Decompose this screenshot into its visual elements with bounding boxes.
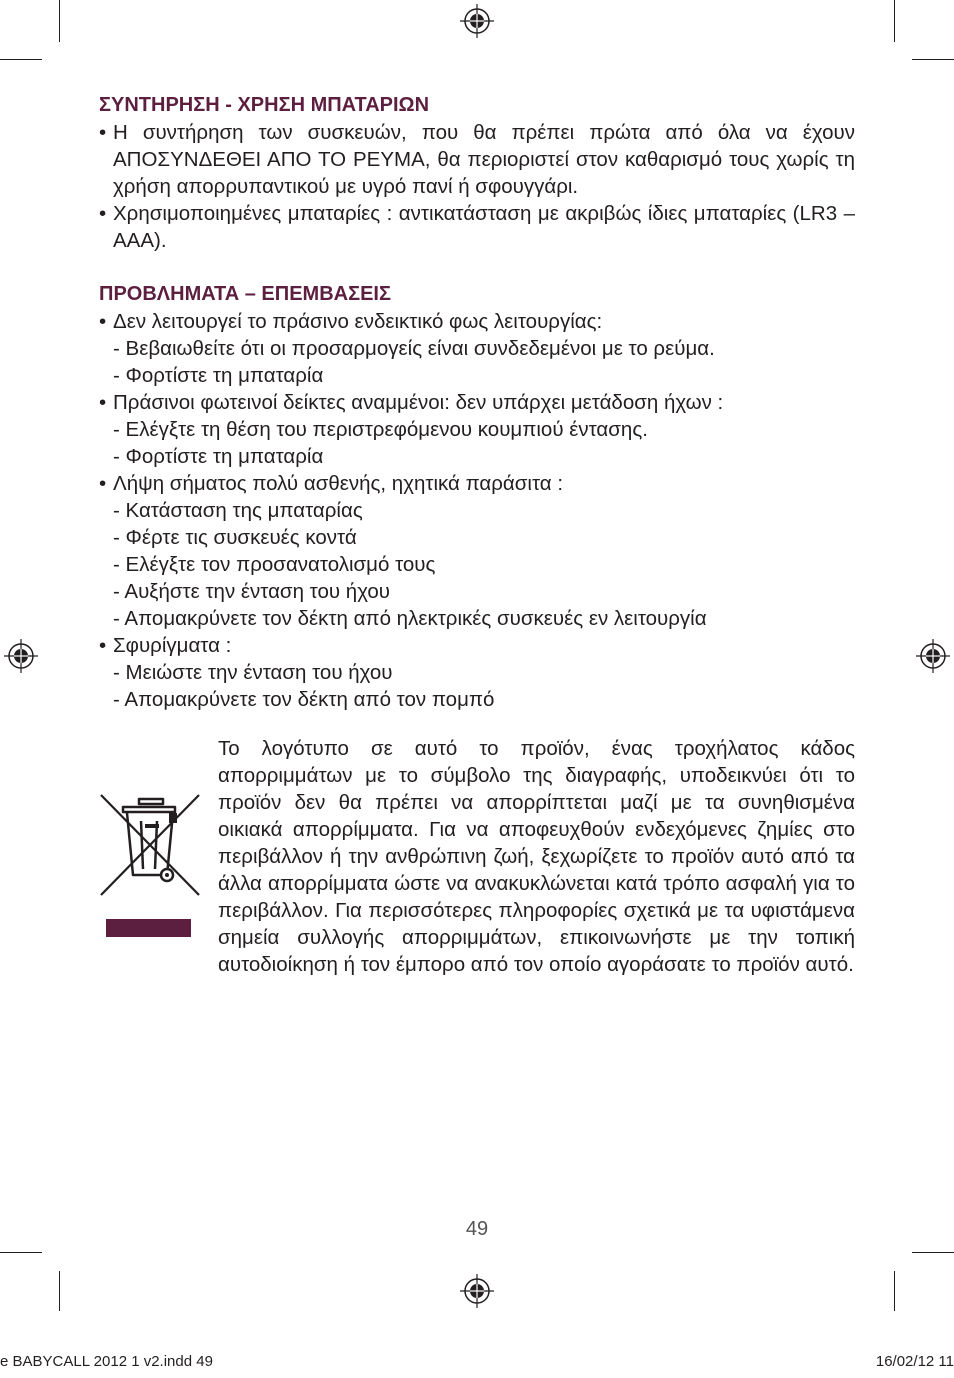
problem-item bbox=[99, 632, 855, 659]
registration-mark-icon bbox=[460, 1274, 494, 1308]
registration-mark-icon bbox=[460, 4, 494, 38]
section-title-troubleshooting: ΠΡΟΒΛΗΜΑΤΑ – ΕΠΕΜΒΑΣΕΙΣ bbox=[99, 283, 391, 305]
maintenance-item-text: Χρησιμοποιημένες μπαταρίες : αντικατάσταση με ακριβώς ίδιες μπαταρίες (LR3 – AAA). bbox=[113, 202, 855, 252]
crossed-wheelie-bin-icon bbox=[99, 791, 203, 899]
section-title-maintenance: ΣΥΝΤΗΡΗΣΗ - ΧΡΗΣΗ ΜΠΑΤΑΡΙΩΝ bbox=[99, 94, 430, 116]
problem-group bbox=[99, 308, 855, 389]
solution-item: - Κατάσταση της μπαταρίας bbox=[113, 499, 363, 522]
maintenance-item bbox=[99, 200, 855, 254]
bullet: • bbox=[99, 634, 107, 657]
registration-mark-icon bbox=[916, 639, 950, 673]
slug-file-info: e BABYCALL 2012 1 v2.indd 49 bbox=[0, 1353, 213, 1370]
weee-notice bbox=[99, 735, 855, 978]
solution-item: - Αυξήστε την ένταση του ήχου bbox=[113, 580, 391, 603]
bullet: • bbox=[99, 121, 107, 144]
problem-group bbox=[99, 389, 855, 470]
slug-date-info: 16/02/12 11 bbox=[875, 1353, 954, 1370]
crop-mark bbox=[59, 0, 60, 42]
crop-mark bbox=[912, 1252, 954, 1253]
problem-group bbox=[99, 632, 855, 713]
problem-item bbox=[99, 470, 855, 497]
bullet: • bbox=[99, 391, 107, 414]
maintenance-item-text: Η συντήρηση των συσκευών, που θα πρέπει πρώτα από όλα να έχουν ΑΠΟΣΥΝΔΕΘΕΙ ΑΠΟ ΤΟ ΡΕΥΜΑ, θα περιοριστεί στον καθαρισμό τους χωρίς τη χρήση απορρυπαντικού με υγρό πανί ή σφουγγάρι. bbox=[113, 121, 855, 198]
solution-item: - Απομακρύνετε τον δέκτη από τον πομπό bbox=[113, 688, 495, 711]
weee-bar bbox=[106, 919, 191, 937]
problem-text: Πράσινοι φωτεινοί δείκτες αναμμένοι: δεν υπάρχει μετάδοση ήχων : bbox=[113, 391, 724, 414]
solution-item: - Φορτίστε τη μπαταρία bbox=[113, 445, 324, 468]
bullet: • bbox=[99, 472, 107, 495]
crop-mark bbox=[912, 59, 954, 60]
solution-item: - Μειώστε την ένταση του ήχου bbox=[113, 661, 393, 684]
solution-item: - Ελέγξτε τον προσανατολισμό τους bbox=[113, 553, 436, 576]
problem-group bbox=[99, 470, 855, 632]
bullet: • bbox=[99, 202, 107, 225]
solution-item: - Ελέγξτε τη θέση του περιστρεφόμενου κουμπιού έντασης. bbox=[113, 418, 648, 441]
solution-item: - Βεβαιωθείτε ότι οι προσαρμογείς είναι συνδεδεμένοι με το ρεύμα. bbox=[113, 337, 715, 360]
problem-item bbox=[99, 389, 855, 416]
crop-mark bbox=[0, 1252, 42, 1253]
bullet: • bbox=[99, 310, 107, 333]
maintenance-item bbox=[99, 119, 855, 200]
registration-mark-icon bbox=[4, 639, 38, 673]
crop-mark bbox=[59, 1271, 60, 1311]
page-content bbox=[99, 92, 855, 999]
problem-text: Λήψη σήματος πολύ ασθενής, ηχητικά παράσιτα : bbox=[113, 472, 564, 495]
solution-item: - Φέρτε τις συσκευές κοντά bbox=[113, 526, 357, 549]
solution-item: - Φορτίστε τη μπαταρία bbox=[113, 364, 324, 387]
weee-notice-text: Το λογότυπο σε αυτό το προϊόν, ένας τροχήλατος κάδος απορριμμάτων με το σύμβολο της διαγραφής, υποδεικνύει ότι το προϊόν δεν θα πρέπει να απορρίπτεται μαζί με τα συνηθισμένα οικιακά απορρίμματα. Για να αποφευχθούν ενδεχόμενες ζημίες στο περιβάλλον ή την ανθρώπινη ζωή, ξεχωρίζετε το προϊόν αυτό από τα άλλα απορρίμματα ώστε να ανακυκλώνεται κατά τρόπο ασφαλή για το περιβάλλον. Για περισσότερες πληροφορίες σχετικά με τα υφιστάμενα σημεία συλλογής απορριμμάτων, επικοινωνήστε με την τοπική αυτοδιοίκηση ή τον έμπορο από τον οποίο αγοράσατε το προϊόν αυτό. bbox=[218, 737, 855, 976]
page-number: 49 bbox=[465, 1218, 489, 1240]
problem-text: Σφυρίγματα : bbox=[113, 634, 232, 657]
crop-mark bbox=[894, 0, 895, 42]
solution-item: - Απομακρύνετε τον δέκτη από ηλεκτρικές συσκευές εν λειτουργία bbox=[113, 607, 707, 630]
crop-mark bbox=[0, 59, 42, 60]
problem-text: Δεν λειτουργεί το πράσινο ενδεικτικό φως λειτουργίας: bbox=[113, 310, 603, 333]
crop-mark bbox=[894, 1271, 895, 1311]
problem-item bbox=[99, 308, 855, 335]
